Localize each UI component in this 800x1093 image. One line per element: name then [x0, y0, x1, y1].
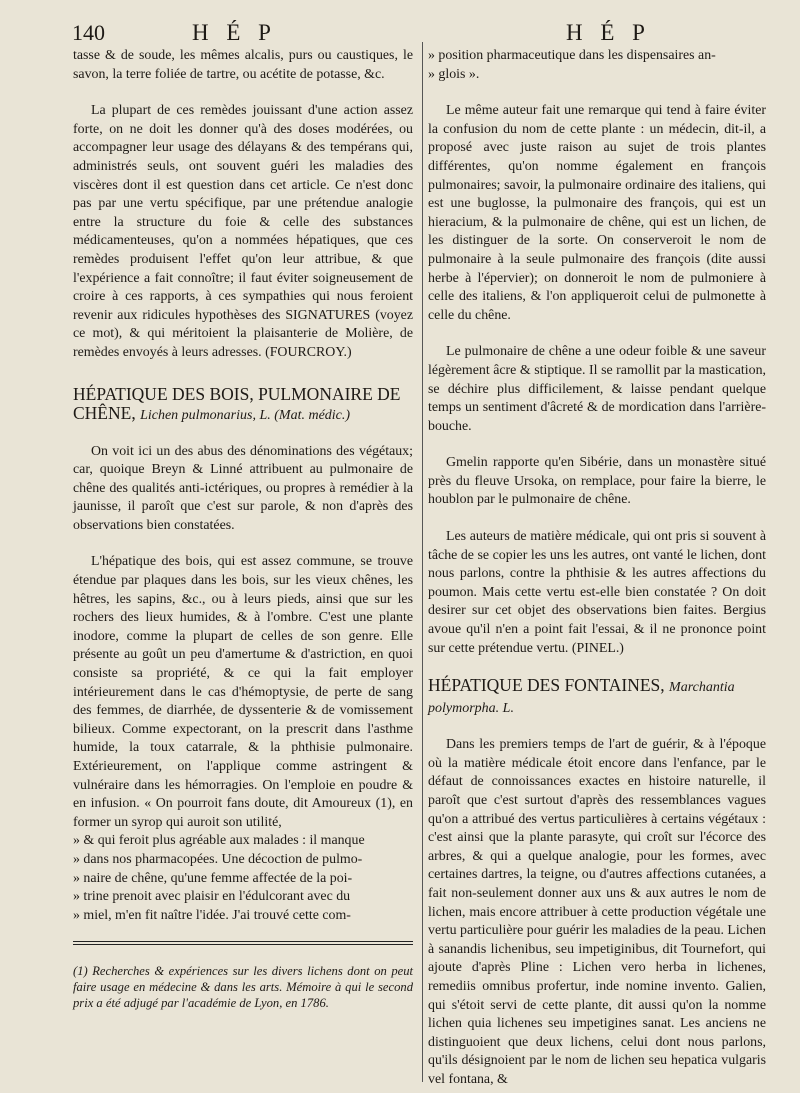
heading-subtitle: Marchantia polymorpha. L.: [428, 680, 735, 717]
paragraph: tasse & de soude, les mêmes alcalis, purs ou caustiques, le savon, la terre foliée de tartre, ou acétite de potasse, &c.: [73, 48, 413, 82]
heading-title: HÉPATIQUE DES BOIS, PULMONAIRE DE CHÊNE,: [73, 383, 401, 423]
paragraph: Dans les premiers temps de l'art de guérir, & à l'époque où la matière médicale étoit encore dans l'enfance, par le défaut de connoissances exactes en histoire naturelle, il paroît que c'est surtout d'après des ressemblances vagues qu'on a attribué des vertus particulières à certains végétaux : c'est ainsi que la plante parasyte, qui croît sur l'écorce des arbres, & qui a quelque analogie, pour les formes, avec certaines dartres, la teigne, ou d'autres affections cutanées, a fait non-seulement donner aux uns & aux autres le nom de lichen, mais encore attribuer à cette production végétale une vertu particulière pour guérir les maladies de la peau. Lichen à sanandis lichenibus, seu impetiginibus, dit Tournefort, qui ajoute d'après Pline : Lichen vero herba in lichenes, remediis omnibus profertur, inde nomine invento. Galien, qui s'étoit servi de cette plante, dit aussi qu'on la nomme lichen quia lichenes seu impetigines sanat. Les anciens ne distinguoient que deux lichens, celui dont nous parlons, qu'ils désignoient par le nom de lichen seu hepatica vulgaris vel fontana, &: [428, 737, 766, 1087]
right-column: [428, 47, 766, 1090]
quote-line: » position pharmaceutique dans les dispensaires an-: [428, 48, 716, 63]
quote-line: » naire de chêne, qu'une femme affectée de la poi-: [73, 870, 353, 886]
paragraph: Gmelin rapporte qu'en Sibérie, dans un monastère situé près du fleuve Ursoka, on remplace, pour faire la bierre, le houblon par le pulmonaire de chêne.: [428, 455, 766, 508]
running-head-right: H É P: [566, 20, 651, 45]
column-divider: [422, 42, 423, 1082]
quote-line: » miel, m'en fit naître l'idée. J'ai trouvé cette com-: [73, 907, 351, 923]
paragraph: Le même auteur fait une remarque qui tend à faire éviter la confusion du nom de cette plante : un médecin, dit-il, a proposé avec juste raison au sujet de trois plantes différentes, qu'on nomme également en françois pulmonaires; savoir, la pulmonaire ordinaire des italiens, qui est une buglosse, la pulmonaire des françois, qui est un hieracium, & la pulmonaire de chêne, qui est un lichen, de les distinguer de la sorte. On conserveroit le nom de pulmonaire à la seule pulmonaire des françois (dite aussi herbe à l'épervier); on donneroit le nom de pulmoniere à celle des italiens, & l'on appliqueroit celui de pulmonette à celle du chêne.: [428, 103, 766, 323]
paragraph: Les auteurs de matière médicale, qui ont pris si souvent à tâche de se copier les uns les autres, ont vanté le lichen, dont nous parlons, contre la phthisie & les autres affections du poumon. Mais cette vertu est-elle bien constatée ? On doit desirer sur cet objet des observations bien faites. Bergius avoue qu'il n'en a point fait l'essai, & il ne prononce point sur cette prétendue vertu. (PINEL.): [428, 529, 766, 656]
entry-heading-hepatique-des-fontaines: [428, 676, 766, 718]
paragraph: L'hépatique des bois, qui est assez commune, se trouve étendue par plaques dans les bois, sur les vieux chênes, les hêtres, les sapins, &c., ou à leurs pieds, ainsi que sur les rochers des lieux humides, & à l'ombre. C'est une plante inodore, comme la plupart de celles de son genre. Elle présente au goût un peu d'amertume & d'astriction, en quoi consiste sa propriété, & ce qui la fait employer intérieurement dans le cas d'hémoptysie, de perte de sang des femmes, de diarrhée, de dyssenterie & de vomissement bilieux. Comme expectorant, on la prescrit dans l'asthme humide, la toux catarrale, & la phthisie pulmonaire. Extérieurement, on l'applique comme astringent & vulnéraire dans les hémorragies. On l'emploie en poudre & en infusion. « On pourroit fans doute, dit Amoureux (1), en former un syrop qui auroit son utilité,: [73, 554, 413, 830]
left-column: [73, 47, 413, 1011]
quote-line: » & qui feroit plus agréable aux malades : il manque: [73, 833, 365, 849]
paragraph: Le pulmonaire de chêne a une odeur foible & une saveur légèrement âcre & stiptique. Il se ramollit par la mastication, se déchire plus difficilement, & laisse pendant quelque temps un sentiment d'âcreté & de mordication dans l'arrière-bouche.: [428, 344, 766, 434]
footnote: (1) Recherches & expériences sur les divers lichens dont on peut faire usage en médecine & dans les arts. Mémoire à qui le second prix a été adjugé par l'académie de Lyon, en 1786.: [73, 964, 413, 1011]
heading-title: HÉPATIQUE DES FONTAINES,: [428, 675, 665, 696]
entry-heading-hepatique-des-bois: [73, 385, 413, 425]
quote-line: » glois ».: [428, 66, 480, 82]
paragraph: On voit ici un des abus des dénominations des végétaux; car, quoique Breyn & Linné attribuent au pulmonaire de chêne des qualités anti-ictériques, ou propres à remédier à la jaunisse, il paroît que c'est sur parole, & non d'après des observations bien constatées.: [73, 443, 413, 533]
quote-line: » trine prenoit avec plaisir en l'édulcorant avec du: [73, 889, 351, 905]
paragraph: La plupart de ces remèdes jouissant d'une action assez forte, on ne doit les donner qu'à des doses modérées, ou accompagner leur usage des délayans & des tempérans qui, administrés seuls, ont souvent guéri les maladies des viscères dont il est question dans cet article. Ce n'est donc pas par une vertu spécifique, par une prétendue analogie entre la structure du foie & celle des substances médicamenteuses, qu'on a nommées hépatiques, que ces remèdes produisent l'effet qu'on leur attribue, & que l'expérience a fait connoître; il faut éviter soigneusement de croire à ces rapports, à ces sympathies qui nous feroient revenir aux ridicules hypothèses des SIGNATURES (voyez ce mot), & qui méritoient la plaisanterie de Molière, de remèdes envoyés à leurs adresses. (FOURCROY.): [73, 103, 413, 360]
running-head-left: H É P: [192, 20, 277, 45]
footnote-rule: [73, 941, 413, 945]
page-number: 140: [72, 20, 105, 45]
quote-line: » dans nos pharmacopées. Une décoction de pulmo-: [73, 851, 363, 867]
heading-subtitle: Lichen pulmonarius, L. (Mat. médic.): [140, 407, 351, 423]
